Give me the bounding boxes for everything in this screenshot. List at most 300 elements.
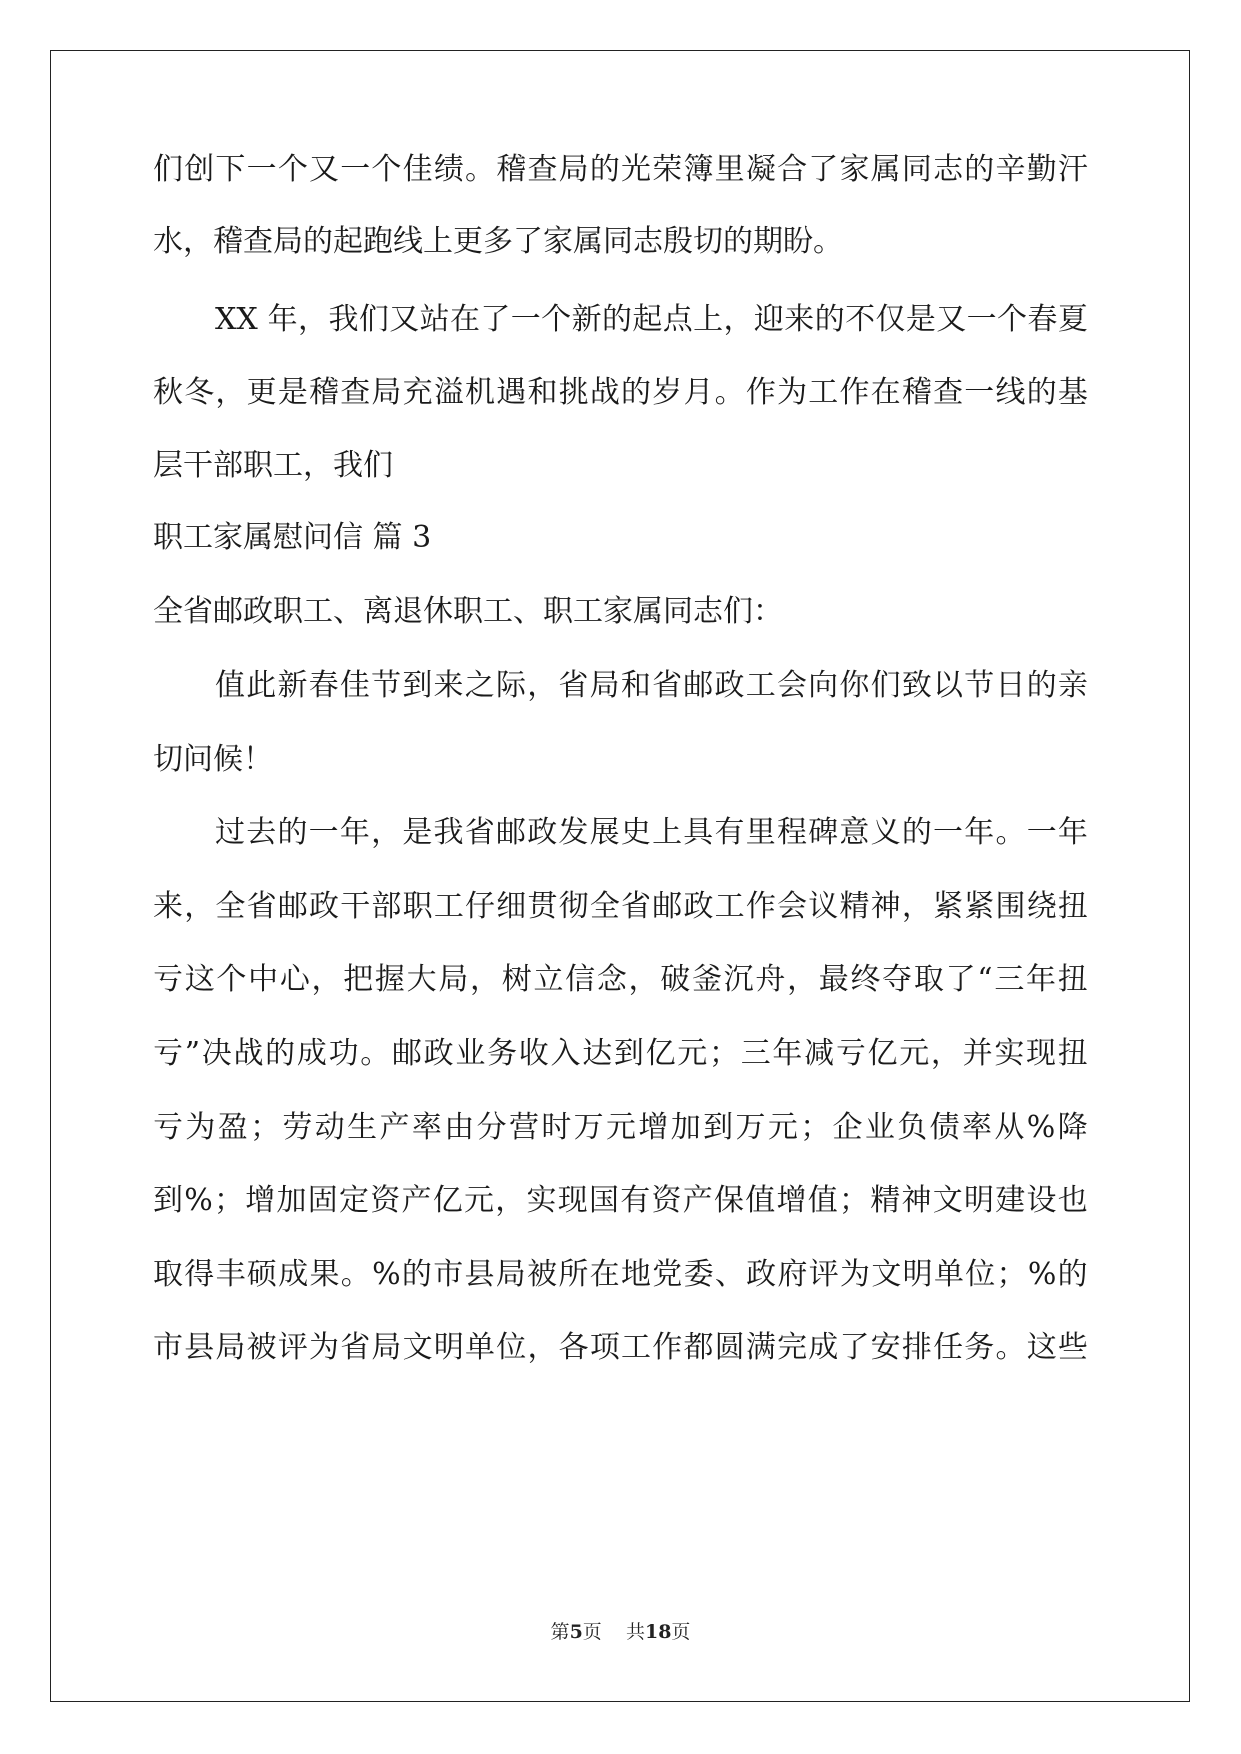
text-char: 之 — [464, 668, 495, 703]
text-char: 为 — [777, 375, 808, 410]
text-char: 政 — [714, 668, 745, 703]
text-char: 破 — [660, 962, 691, 997]
text-char: 明 — [433, 1330, 464, 1365]
text-char: ， — [298, 302, 329, 337]
text-char: 局 — [215, 1330, 246, 1365]
text-char: 会 — [776, 668, 807, 703]
text-char: 光 — [621, 152, 652, 187]
text-char: 劳 — [282, 1110, 313, 1145]
text-char: 被 — [527, 1257, 558, 1292]
text-char: 取 — [913, 962, 944, 997]
text-char: 合 — [777, 152, 808, 187]
text-char: 迎 — [753, 302, 784, 337]
text-char: 机 — [465, 375, 496, 410]
text-char: 入 — [550, 1036, 581, 1071]
text-char: 义 — [870, 815, 901, 850]
text-char: 有 — [714, 815, 745, 850]
text-char: 下 — [215, 152, 246, 187]
text-char: 的 — [621, 375, 652, 410]
text-char: 作 — [839, 375, 870, 410]
text-char: 节 — [371, 668, 402, 703]
text-char: 溢 — [433, 375, 464, 410]
text-char: 国 — [589, 1183, 620, 1218]
text-char: 省 — [246, 889, 277, 924]
text-line — [153, 813, 1088, 853]
text-char: 文 — [402, 1330, 433, 1365]
text-char: 所 — [558, 1257, 589, 1292]
text-char: 产 — [401, 1183, 432, 1218]
text-char: 债 — [929, 1110, 960, 1145]
text-char: 过 — [215, 815, 245, 850]
text-char: 动 — [314, 1110, 345, 1145]
text-char: 务 — [964, 1330, 995, 1365]
text-char: 省 — [340, 1330, 371, 1365]
text-char: 、 — [714, 1257, 745, 1292]
text-char: 稽 — [901, 375, 932, 410]
footer-middle: 页 共 — [582, 1621, 645, 1643]
text-char: ； — [839, 1183, 870, 1218]
text-char: 保 — [714, 1183, 745, 1218]
text-char: 议 — [808, 889, 839, 924]
text-char: 握 — [374, 962, 405, 997]
text-char: 春 — [308, 668, 339, 703]
text-line — [153, 300, 1088, 340]
text-char: 的 — [589, 152, 620, 187]
text-char: 。 — [995, 1330, 1026, 1365]
text-char: 致 — [901, 668, 932, 703]
text-char: 年 — [339, 815, 370, 850]
text-char: 个 — [277, 152, 308, 187]
text-char: 丰 — [215, 1257, 246, 1292]
text-char: 到 — [703, 1110, 734, 1145]
text-line — [153, 1034, 1088, 1074]
text-char: 决 — [201, 1036, 232, 1071]
text-char: 在 — [450, 302, 480, 337]
text-line — [153, 373, 1088, 413]
text-char: 各 — [558, 1330, 589, 1365]
text-char: 个 — [541, 302, 572, 337]
text-char: 邮 — [277, 889, 308, 924]
text-char: 部 — [371, 889, 402, 924]
text-char: 属 — [870, 152, 901, 187]
text-char: 业 — [455, 1036, 486, 1071]
text-char: 为 — [185, 1110, 216, 1145]
text-char: 和 — [527, 375, 558, 410]
text-char: 了 — [839, 1330, 870, 1365]
text-char: 都 — [683, 1330, 714, 1365]
text-char: 达 — [582, 1036, 613, 1071]
text-char: 念 — [596, 962, 627, 997]
text-char: 固 — [307, 1183, 338, 1218]
text-char: 一 — [308, 815, 339, 850]
text-char: 精 — [839, 889, 870, 924]
text-char: 终 — [850, 962, 881, 997]
page-footer — [0, 1620, 1241, 1644]
text-char: 起 — [632, 302, 663, 337]
text-char: 仔 — [465, 889, 496, 924]
text-char: 省 — [558, 668, 589, 703]
text-char: 年 — [772, 1036, 803, 1071]
text-char: 同 — [901, 152, 932, 187]
text-char: 作 — [745, 889, 776, 924]
text-char: 上 — [652, 815, 683, 850]
text-char: 现 — [557, 1183, 588, 1218]
text-char: 的 — [1057, 1257, 1088, 1292]
text-char: 舟 — [755, 962, 786, 997]
text-line: 水，稽查局的起跑线上更多了家属同志殷切的期盼。 — [153, 224, 843, 259]
text-char: 亏 — [153, 1110, 183, 1145]
text-char: 在 — [870, 375, 901, 410]
text-char: 把 — [343, 962, 374, 997]
text-char: ， — [527, 1330, 558, 1365]
text-char: 此 — [246, 668, 277, 703]
text-char: 项 — [589, 1330, 620, 1365]
text-char: 元 — [677, 1036, 708, 1071]
text-char: 凝 — [745, 152, 776, 187]
text-char: 率 — [961, 1110, 992, 1145]
text-char: 彻 — [558, 889, 589, 924]
text-char: % — [1027, 1257, 1057, 1292]
text-char: 绩 — [433, 152, 464, 187]
text-char: 际 — [495, 668, 526, 703]
text-char: ； — [709, 1036, 739, 1071]
text-char: ， — [527, 668, 558, 703]
text-char: 程 — [776, 815, 807, 850]
text-char: 不 — [845, 302, 876, 337]
text-char: 单 — [465, 1330, 496, 1365]
text-char: 最 — [818, 962, 849, 997]
text-char: 来 — [433, 668, 464, 703]
text-char: 我 — [328, 302, 359, 337]
text-char: 一 — [964, 375, 995, 410]
text-char: 分 — [476, 1110, 507, 1145]
text-char: 年 — [1026, 962, 1057, 997]
text-char: % — [184, 1183, 213, 1218]
text-char: 省 — [621, 889, 652, 924]
text-char: 的 — [1026, 668, 1057, 703]
text-char: 。 — [995, 815, 1026, 850]
text-char: 簿 — [683, 152, 714, 187]
text-char: 的 — [401, 1257, 432, 1292]
text-char: 们 — [358, 302, 389, 337]
text-char: 基 — [1057, 375, 1088, 410]
text-char: 市 — [153, 1330, 183, 1365]
text-char: 查 — [933, 375, 964, 410]
text-char: 功 — [328, 1036, 359, 1071]
text-char: 具 — [683, 815, 714, 850]
text-char: 的 — [277, 815, 308, 850]
text-char: 里 — [714, 152, 745, 187]
text-char: ， — [371, 815, 402, 850]
text-char: 的 — [1026, 375, 1057, 410]
text-char: 位 — [496, 1330, 527, 1365]
text-char: 一 — [246, 152, 277, 187]
text-char: 邮 — [683, 668, 714, 703]
text-line — [153, 150, 1088, 190]
text-char: 政 — [683, 889, 714, 924]
text-char: 增 — [638, 1110, 669, 1145]
text-char: 个 — [371, 152, 402, 187]
text-char: 扭 — [1057, 1036, 1088, 1071]
text-char: ， — [787, 962, 818, 997]
text-char: 减 — [804, 1036, 835, 1071]
text-char: 邮 — [495, 815, 526, 850]
text-char: 向 — [808, 668, 839, 703]
text-char: 局 — [558, 152, 589, 187]
text-line: 层干部职工，我们 — [153, 448, 393, 483]
text-char: 文 — [932, 1183, 963, 1218]
text-char: 史 — [620, 815, 651, 850]
text-char: 的 — [964, 152, 995, 187]
text-char: 树 — [501, 962, 532, 997]
text-char: ， — [470, 962, 501, 997]
text-char: 从 — [994, 1110, 1025, 1145]
text-line — [153, 887, 1088, 927]
text-char: 作 — [745, 375, 776, 410]
text-char: 神 — [870, 889, 901, 924]
text-char: 沉 — [723, 962, 754, 997]
text-char: 个 — [997, 302, 1028, 337]
text-char: 。 — [714, 375, 745, 410]
text-char: 亲 — [1057, 668, 1088, 703]
text-char: 资 — [651, 1183, 682, 1218]
text-char: 满 — [745, 1330, 776, 1365]
text-char: 亿 — [645, 1036, 676, 1071]
text-char: 产 — [682, 1183, 713, 1218]
text-char: 上 — [693, 302, 724, 337]
text-char: 新 — [571, 302, 602, 337]
text-char: 。 — [465, 152, 496, 187]
text-char: ” — [184, 1036, 201, 1071]
text-char: 万 — [573, 1110, 604, 1145]
text-char: 工 — [714, 889, 745, 924]
text-char: 单 — [933, 1257, 964, 1292]
text-char: 元 — [767, 1110, 798, 1145]
text-char: 来 — [784, 302, 815, 337]
text-char: 局 — [495, 1257, 526, 1292]
text-char: 文 — [871, 1257, 902, 1292]
text-char: 元 — [464, 1183, 495, 1218]
text-char: 又 — [309, 152, 340, 187]
text-char: 排 — [901, 1330, 932, 1365]
text-char: 绕 — [1026, 889, 1057, 924]
text-char: 加 — [670, 1110, 701, 1145]
text-char: 一 — [340, 152, 371, 187]
text-char: 信 — [565, 962, 596, 997]
text-char: ， — [495, 1183, 526, 1218]
text-char: 是 — [277, 375, 308, 410]
text-char: 了 — [945, 962, 976, 997]
text-char: 佳 — [402, 152, 433, 187]
text-char: 时 — [541, 1110, 572, 1145]
text-char: 佳 — [339, 668, 370, 703]
text-char: 降 — [1057, 1110, 1088, 1145]
text-char: 资 — [370, 1183, 401, 1218]
text-char: 邮 — [652, 889, 683, 924]
text-char: 产 — [379, 1110, 410, 1145]
text-char: 评 — [277, 1330, 308, 1365]
text-char: 意 — [839, 815, 870, 850]
text-char: 站 — [419, 302, 450, 337]
text-char: 里 — [745, 815, 776, 850]
text-char: 作 — [652, 1330, 683, 1365]
page-border — [50, 50, 1190, 1702]
text-char: ， — [723, 302, 754, 337]
text-char: 省 — [464, 815, 495, 850]
text-char: 年 — [964, 815, 995, 850]
text-char: 万 — [735, 1110, 766, 1145]
text-char: 局 — [589, 668, 620, 703]
text-char: 三 — [740, 1036, 771, 1071]
text-char: ， — [311, 962, 342, 997]
text-line — [153, 1328, 1088, 1368]
text-char: 政 — [309, 889, 340, 924]
text-char: 为 — [309, 1330, 340, 1365]
text-char: 到 — [402, 668, 433, 703]
text-char: 月 — [683, 375, 714, 410]
text-char: 元 — [899, 1036, 930, 1071]
text-char: 贯 — [527, 889, 558, 924]
text-char: 全 — [215, 889, 246, 924]
text-char: 年 — [267, 302, 298, 337]
text-char: 地 — [620, 1257, 651, 1292]
text-char: 明 — [964, 1183, 995, 1218]
text-char: 增 — [776, 1183, 807, 1218]
text-char: 查 — [340, 375, 371, 410]
section-heading: 职工家属慰问信 篇 3 — [153, 520, 432, 555]
text-char: 并 — [962, 1036, 993, 1071]
text-char: 业 — [864, 1110, 895, 1145]
text-char: 工 — [433, 889, 464, 924]
text-char: ； — [996, 1257, 1027, 1292]
text-char: 元 — [606, 1110, 637, 1145]
text-char: 心 — [279, 962, 310, 997]
text-char: 个 — [216, 962, 247, 997]
text-char: 稽 — [309, 375, 340, 410]
text-char: 工 — [808, 375, 839, 410]
text-char: 评 — [808, 1257, 839, 1292]
text-char: 果 — [309, 1257, 340, 1292]
text-char: 率 — [411, 1110, 442, 1145]
text-char: 现 — [1026, 1036, 1057, 1071]
text-char: 负 — [897, 1110, 928, 1145]
text-char: 被 — [246, 1330, 277, 1365]
text-char: 加 — [276, 1183, 307, 1218]
text-line — [153, 666, 1088, 706]
text-char: 我 — [433, 815, 464, 850]
text-char: ； — [250, 1110, 281, 1145]
text-char: 亏 — [153, 1036, 183, 1071]
text-char: 实 — [526, 1183, 557, 1218]
text-char: 去 — [246, 815, 277, 850]
text-char: 神 — [901, 1183, 932, 1218]
text-char: 们 — [870, 668, 901, 703]
text-char: 秋 — [153, 375, 183, 410]
text-char: 亿 — [432, 1183, 463, 1218]
text-char: 完 — [777, 1330, 808, 1365]
footer-page-number: 5 — [569, 1621, 583, 1643]
text-char: 。 — [340, 1257, 371, 1292]
text-char: 辛 — [995, 152, 1026, 187]
text-line — [153, 1181, 1088, 1221]
text-char: 釜 — [691, 962, 722, 997]
text-char: 以 — [933, 668, 964, 703]
text-char: 中 — [248, 962, 279, 997]
text-char: 实 — [994, 1036, 1025, 1071]
text-char: 夏 — [1057, 302, 1088, 337]
text-char: 取 — [153, 1257, 183, 1292]
text-char: 有 — [620, 1183, 651, 1218]
text-char: 府 — [777, 1257, 808, 1292]
text-char: 工 — [621, 1330, 652, 1365]
footer-suffix: 页 — [671, 1621, 691, 1643]
text-char: 由 — [444, 1110, 475, 1145]
text-char: 冬 — [184, 375, 215, 410]
text-char: 位 — [965, 1257, 996, 1292]
text-char: 的 — [265, 1036, 296, 1071]
text-char: 务 — [487, 1036, 518, 1071]
text-char: 职 — [402, 889, 433, 924]
text-char: 新 — [277, 668, 308, 703]
text-char: % — [372, 1257, 401, 1292]
text-char: 查 — [527, 152, 558, 187]
text-char: 立 — [533, 962, 564, 997]
text-char: 稽 — [496, 152, 527, 187]
text-char: 设 — [1026, 1183, 1057, 1218]
text-char: 节 — [964, 668, 995, 703]
text-char: 线 — [995, 375, 1026, 410]
text-char: 政 — [527, 815, 558, 850]
text-char: 县 — [184, 1330, 215, 1365]
text-char: ， — [215, 375, 246, 410]
text-char: 企 — [832, 1110, 863, 1145]
text-char: 建 — [995, 1183, 1026, 1218]
text-char: 创 — [184, 152, 215, 187]
text-char: 仅 — [875, 302, 906, 337]
text-char: 扭 — [1057, 962, 1088, 997]
salutation: 全省邮政职工、离退休职工、职工家属同志们： — [153, 594, 783, 629]
text-char: ， — [901, 889, 932, 924]
text-char: 值 — [215, 668, 245, 703]
text-char: 在 — [589, 1257, 620, 1292]
text-char: 勤 — [1026, 152, 1057, 187]
text-char: 局 — [371, 1330, 402, 1365]
text-char: 邮 — [391, 1036, 422, 1071]
text-char: 县 — [464, 1257, 495, 1292]
text-char: 又 — [389, 302, 420, 337]
text-char: 是 — [905, 302, 936, 337]
text-char: 为 — [840, 1257, 871, 1292]
text-char: 营 — [508, 1110, 539, 1145]
text-char: 到 — [613, 1036, 644, 1071]
text-char: 围 — [995, 889, 1026, 924]
text-char: 安 — [870, 1330, 901, 1365]
text-char: 战 — [589, 375, 620, 410]
text-char: 发 — [558, 815, 589, 850]
text-char: 圆 — [714, 1330, 745, 1365]
text-char: 的 — [901, 815, 932, 850]
text-char: 亏 — [153, 962, 183, 997]
text-char: 来 — [153, 889, 183, 924]
text-line — [153, 1108, 1088, 1148]
text-char: 全 — [589, 889, 620, 924]
text-char: XX — [215, 302, 268, 337]
text-char: 家 — [839, 152, 870, 187]
text-char: 扭 — [1057, 889, 1088, 924]
text-char: 值 — [807, 1183, 838, 1218]
text-char: 充 — [402, 375, 433, 410]
text-char: ； — [800, 1110, 831, 1145]
